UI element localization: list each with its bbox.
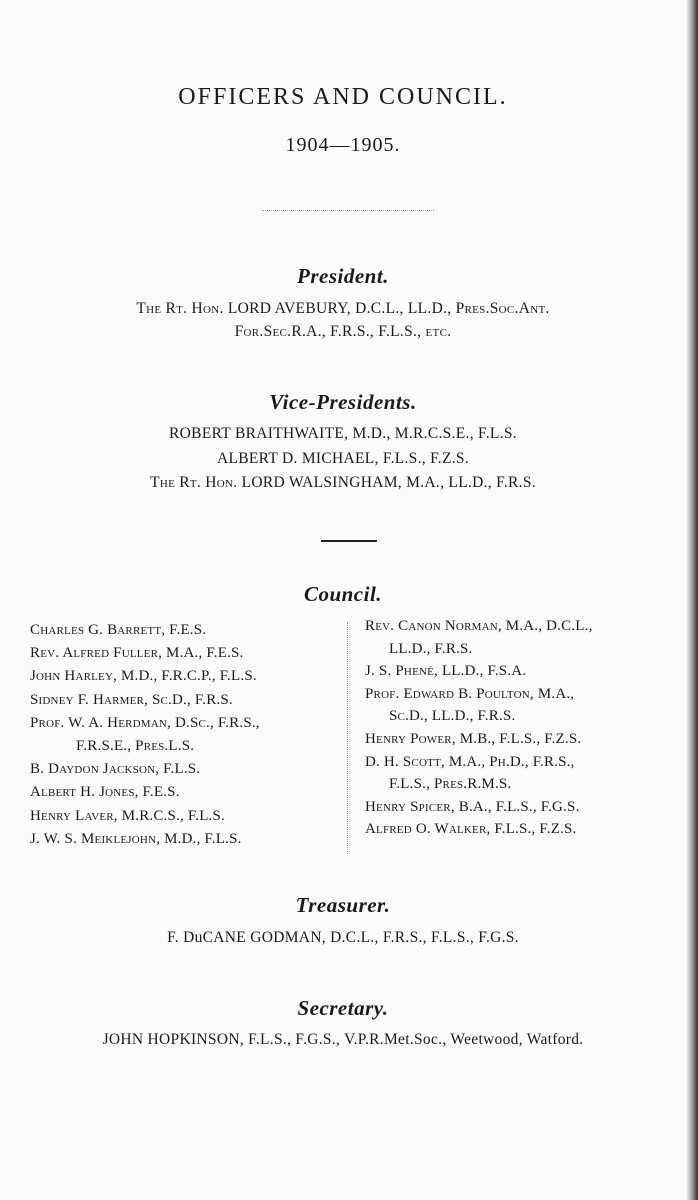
section-rule <box>321 540 377 542</box>
council-member: Henry Spicer, B.A., F.L.S., F.G.S. <box>365 798 580 815</box>
president-line-1: The Rt. Hon. LORD AVEBURY, D.C.L., LL.D., Pres.Soc.Ant. <box>136 300 550 317</box>
page-edge-shadow <box>686 0 698 1200</box>
term-years: 1904—1905. <box>285 134 401 156</box>
vice-president-name: ROBERT BRAITHWAITE, M.D., M.R.C.S.E., F.L.S. <box>169 425 517 442</box>
ornament-divider <box>262 210 434 213</box>
vice-presidents-heading: Vice-Presidents. <box>269 390 417 414</box>
council-member: Alfred O. Walker, F.L.S., F.Z.S. <box>365 821 577 838</box>
page-title: OFFICERS AND COUNCIL. <box>178 84 508 110</box>
council-member: Henry Power, M.B., F.L.S., F.Z.S. <box>365 730 582 747</box>
president-heading: President. <box>297 264 389 288</box>
secretary-heading: Secretary. <box>297 996 389 1020</box>
council-member: Charles G. Barrett, F.E.S. <box>30 622 207 638</box>
council-member-continuation: Sc.D., LL.D., F.R.S. <box>389 708 516 725</box>
vice-president-name: The Rt. Hon. LORD WALSINGHAM, M.A., LL.D., F.R.S. <box>150 474 536 491</box>
treasurer-name: F. DuCANE GODMAN, D.C.L., F.R.S., F.L.S., F.G.S. <box>167 929 519 946</box>
council-member-continuation: LL.D., F.R.S. <box>389 640 473 657</box>
council-member: Prof. W. A. Herdman, D.Sc., F.R.S., <box>30 714 260 731</box>
council-member: Rev. Canon Norman, M.A., D.C.L., <box>365 618 593 634</box>
column-divider <box>347 622 348 854</box>
council-member: J. S. Phené, LL.D., F.S.A. <box>365 663 527 680</box>
council-member: Sidney F. Harmer, Sc.D., F.R.S. <box>30 691 233 708</box>
secretary-name: JOHN HOPKINSON, F.L.S., F.G.S., V.P.R.Met.Soc., Weetwood, Watford. <box>102 1031 584 1048</box>
council-member-continuation: F.R.S.E., Pres.L.S. <box>76 738 195 755</box>
council-member: Albert H. Jones, F.E.S. <box>30 784 180 801</box>
council-member: Henry Laver, M.R.C.S., F.L.S. <box>30 807 225 824</box>
vice-president-name: ALBERT D. MICHAEL, F.L.S., F.Z.S. <box>216 450 470 467</box>
president-line-2: For.Sec.R.A., F.R.S., F.L.S., etc. <box>234 323 452 340</box>
council-left-column <box>30 619 260 851</box>
council-heading: Council. <box>303 582 383 606</box>
council-member: Rev. Alfred Fuller, M.A., F.E.S. <box>30 645 244 662</box>
council-member: D. H. Scott, M.A., Ph.D., F.R.S., <box>365 753 575 770</box>
council-member: J. W. S. Meiklejohn, M.D., F.L.S. <box>30 830 242 847</box>
council-member: B. Daydon Jackson, F.L.S. <box>30 761 201 778</box>
council-member: John Harley, M.D., F.R.C.P., F.L.S. <box>30 668 257 685</box>
treasurer-heading: Treasurer. <box>295 893 391 917</box>
council-member-continuation: F.L.S., Pres.R.M.S. <box>389 776 512 793</box>
council-right-column <box>365 615 593 841</box>
council-member: Prof. Edward B. Poulton, M.A., <box>365 685 575 702</box>
